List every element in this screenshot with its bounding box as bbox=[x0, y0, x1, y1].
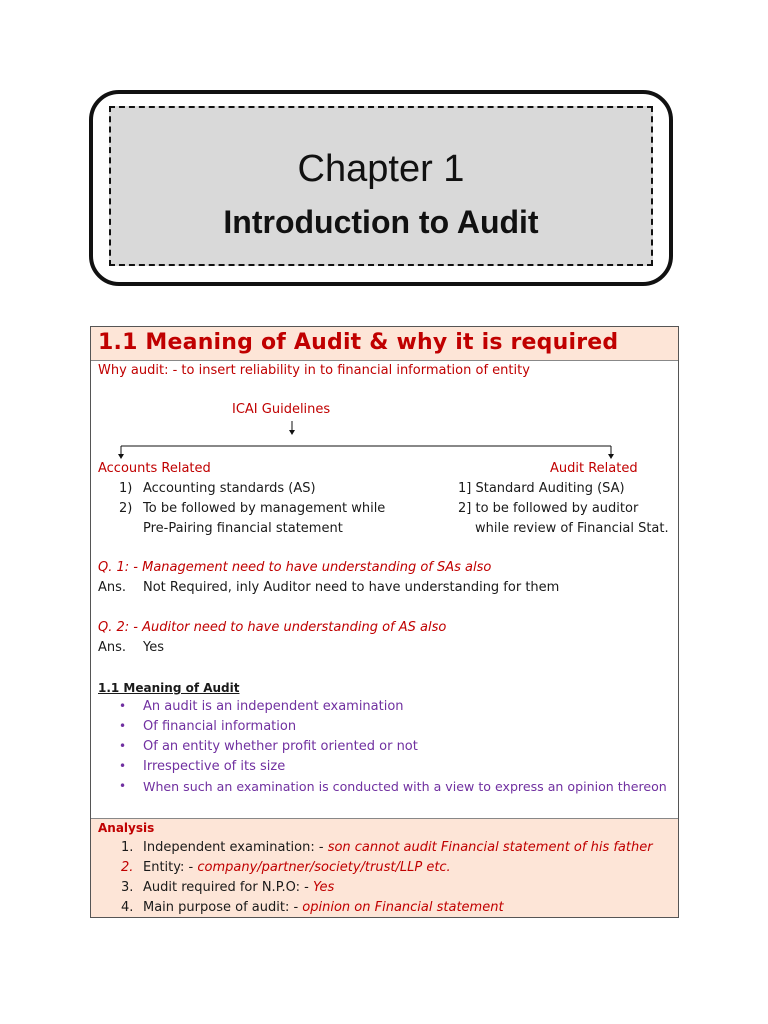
meaning-bullet: Of financial information bbox=[143, 719, 297, 734]
analysis-item bbox=[143, 859, 451, 877]
answer-2: Yes bbox=[143, 640, 164, 655]
accounts-item-text: Pre-Pairing financial statement bbox=[143, 521, 343, 536]
bullet-dot: • bbox=[119, 759, 127, 773]
audit-item: 2] to be followed by auditor bbox=[458, 501, 639, 516]
analysis-label: Main purpose of audit: - bbox=[143, 900, 299, 915]
accounts-related-heading: Accounts Related bbox=[98, 461, 211, 476]
chapter-title: Introduction to Audit bbox=[223, 204, 539, 240]
analysis-num: 1. bbox=[121, 840, 134, 855]
analysis-heading: Analysis bbox=[98, 821, 155, 835]
answer-2-label: Ans. bbox=[98, 640, 127, 655]
analysis-num: 4. bbox=[121, 900, 134, 915]
question-2: Q. 2: - Auditor need to have understanding of AS also bbox=[98, 620, 447, 635]
chapter-banner bbox=[89, 90, 673, 286]
chapter-number: Chapter 1 bbox=[297, 148, 465, 190]
bullet-dot: • bbox=[119, 779, 127, 793]
bullet-dot: • bbox=[119, 719, 127, 733]
analysis-num: 2. bbox=[121, 860, 134, 875]
meaning-bullet: Of an entity whether profit oriented or not bbox=[143, 739, 418, 754]
analysis-value: company/partner/society/trust/LLP etc. bbox=[197, 860, 451, 875]
analysis-section bbox=[91, 818, 678, 917]
meaning-bullet: Irrespective of its size bbox=[143, 759, 286, 774]
section-heading: 1.1 Meaning of Audit & why it is required bbox=[98, 330, 619, 355]
meaning-bullet: When such an examination is conducted with a view to express an opinion thereon bbox=[143, 779, 667, 794]
analysis-item bbox=[143, 899, 504, 917]
audit-item: while review of Financial Stat. bbox=[475, 521, 669, 536]
accounts-item-text: To be followed by management while bbox=[143, 501, 386, 516]
meaning-bullet: An audit is an independent examination bbox=[143, 699, 404, 714]
why-audit-text: Why audit: - to insert reliability in to financial information of entity bbox=[98, 363, 530, 378]
answer-1: Not Required, inly Auditor need to have understanding for them bbox=[143, 580, 560, 595]
analysis-item bbox=[143, 879, 334, 897]
accounts-item-text: Accounting standards (AS) bbox=[143, 481, 316, 496]
analysis-item bbox=[143, 839, 653, 857]
analysis-num: 3. bbox=[121, 880, 134, 895]
analysis-label: Audit required for N.P.O: - bbox=[143, 880, 309, 895]
accounts-item-num: 1) bbox=[119, 481, 133, 496]
bullet-dot: • bbox=[119, 699, 127, 713]
question-1: Q. 1: - Management need to have understanding of SAs also bbox=[98, 560, 492, 575]
analysis-label: Independent examination: - bbox=[143, 840, 324, 855]
answer-1-label: Ans. bbox=[98, 580, 127, 595]
analysis-value: opinion on Financial statement bbox=[302, 900, 504, 915]
analysis-label: Entity: - bbox=[143, 860, 194, 875]
meaning-heading: 1.1 Meaning of Audit bbox=[98, 681, 240, 695]
bullet-dot: • bbox=[119, 739, 127, 753]
audit-related-heading: Audit Related bbox=[550, 461, 638, 476]
audit-item: 1] Standard Auditing (SA) bbox=[458, 481, 625, 496]
analysis-value: son cannot audit Financial statement of his father bbox=[327, 840, 653, 855]
analysis-value: Yes bbox=[313, 880, 335, 895]
chapter-banner-inner bbox=[109, 106, 653, 266]
content-box bbox=[90, 326, 679, 918]
accounts-item-num: 2) bbox=[119, 501, 133, 516]
guidelines-tree-lines bbox=[91, 327, 678, 467]
guidelines-label: ICAI Guidelines bbox=[232, 402, 331, 417]
